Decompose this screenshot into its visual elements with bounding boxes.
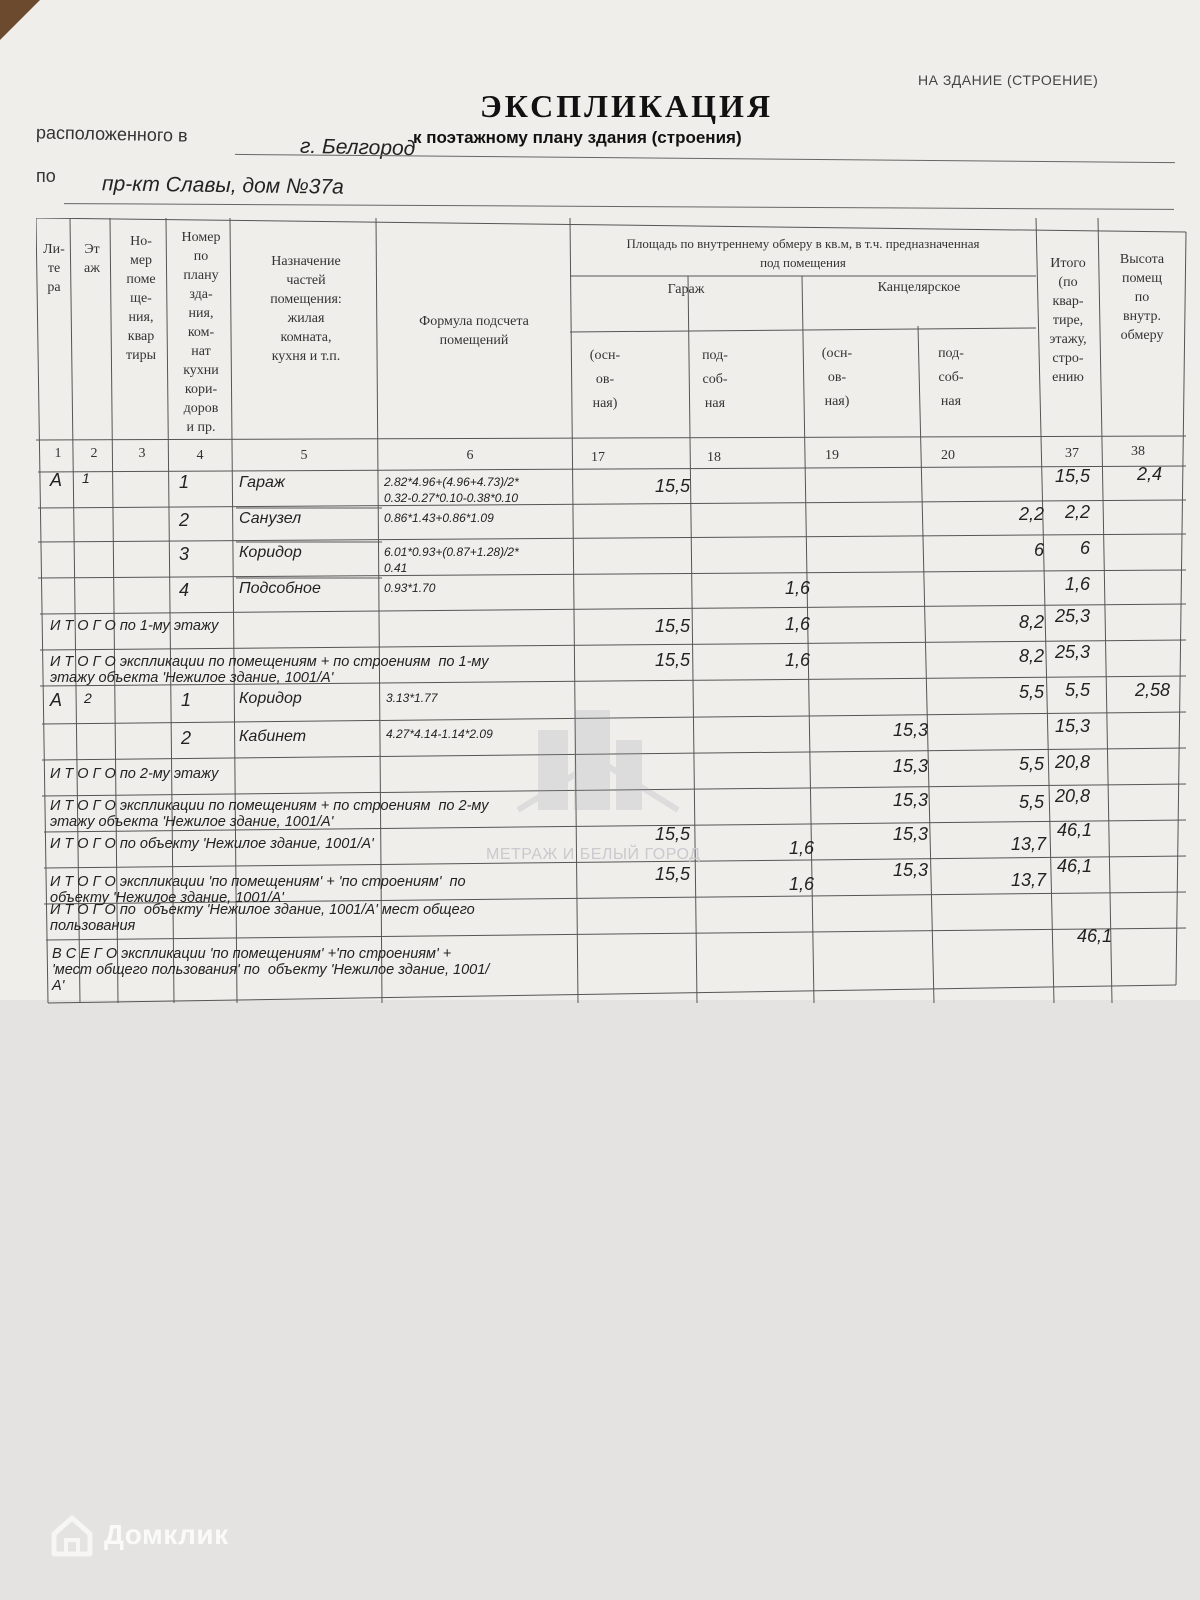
column-number: 3 — [138, 446, 146, 461]
cell-room-name: Коридор — [239, 544, 302, 561]
cell-garage-aux: 1,6 — [784, 650, 810, 670]
by-label: по — [36, 166, 56, 186]
cell-garage-aux: 1,6 — [788, 874, 814, 894]
cell-office-aux: 5,5 — [1018, 682, 1044, 702]
house-icon — [48, 1512, 96, 1560]
cell-room-number: 4 — [179, 580, 190, 600]
header-garage-main: (осн- ов- ная) — [589, 348, 621, 411]
cell-room-number: 3 — [179, 544, 190, 564]
cell-garage-main: 15,5 — [654, 616, 690, 636]
cell-formula: 3.13*1.77 — [386, 691, 438, 705]
cell-room-name: Санузел — [239, 510, 302, 527]
cell-office-aux: 5,5 — [1018, 792, 1044, 812]
cell-total: 15,3 — [1054, 716, 1090, 736]
brand-watermark: Домклик — [104, 1519, 229, 1550]
cell-office-main: 15,3 — [892, 756, 928, 776]
document-subtitle: к поэтажному плану здания (строения) — [413, 128, 742, 147]
cell-total: 20,8 — [1054, 752, 1090, 772]
column-number: 6 — [466, 448, 474, 463]
cell-formula: 0.93*1.70 — [384, 581, 436, 595]
column-number: 1 — [54, 446, 62, 461]
cell-garage-aux: 1,6 — [788, 838, 814, 858]
cell-office-aux: 2,2 — [1018, 504, 1044, 524]
header-area: Площадь по внутреннему обмеру в кв.м, в т.ч. предназначенная под помещения — [626, 236, 980, 270]
summary-label: И Т О Г О экспликации по помещениям + по строениям по 1-му этажу объекта 'Нежилое здание, 1001/А' — [50, 654, 489, 686]
cell-room-number: 2 — [181, 728, 192, 748]
cell-garage-main: 15,5 — [654, 476, 690, 496]
header-premises-number: Но- мер поме ще- ния, квар тиры — [125, 234, 157, 363]
form-header-note: НА ЗДАНИЕ (СТРОЕНИЕ) — [918, 72, 1099, 88]
paper-shadow — [0, 1000, 1200, 1600]
address-value: пр-кт Славы, дом №37а — [101, 172, 344, 199]
column-number: 19 — [825, 448, 839, 463]
cell-office-main: 15,3 — [892, 860, 928, 880]
summary-label: И Т О Г О по 1-му этажу — [50, 618, 219, 634]
cell-total: 2,2 — [1064, 502, 1090, 522]
cell-formula: 0.86*1.43+0.86*1.09 — [384, 511, 494, 525]
cell-office-main: 15,3 — [892, 790, 928, 810]
cell-floor: 2 — [84, 690, 92, 706]
cell-liter: А — [50, 470, 63, 490]
cell-office-aux: 13,7 — [1010, 834, 1046, 854]
column-number: 18 — [707, 450, 721, 465]
header-purpose: Назначение частей помещения: жилая комната, кухня и т.п. — [270, 254, 342, 364]
header-office-main: (осн- ов- ная) — [821, 346, 853, 409]
cell-total: 25,3 — [1054, 606, 1090, 626]
located-label: расположенного в — [35, 122, 188, 146]
cell-floor: 1 — [82, 470, 90, 486]
cell-total: 20,8 — [1054, 786, 1090, 806]
cell-room-name: Подсобное — [239, 580, 321, 597]
header-liter: Ли- те ра — [43, 242, 65, 295]
header-height: Высота помещ по внутр. обмеру — [1119, 252, 1165, 343]
grand-total-label: В С Е Г О экспликации 'по помещениям' +'по строениям' + 'мест общего пользования' по объекту 'Нежилое здание, 1001/ А' — [52, 946, 490, 994]
cell-office-main: 15,3 — [892, 824, 928, 844]
cell-total: 1,6 — [1064, 574, 1090, 594]
cell-formula: 4.27*4.14-1.14*2.09 — [386, 727, 493, 741]
cell-room-name: Кабинет — [239, 728, 307, 745]
column-number: 17 — [591, 450, 605, 465]
cell-formula: 2.82*4.96+(4.96+4.73)/2* 0.32-0.27*0.10-0.38*0.10 — [384, 475, 519, 505]
cell-garage-aux: 1,6 — [784, 614, 810, 634]
cell-garage-main: 15,5 — [654, 650, 690, 670]
summary-label: И Т О Г О по 2-му этажу — [50, 766, 219, 782]
cell-formula: 6.01*0.93+(0.87+1.28)/2* 0.41 — [384, 545, 519, 575]
watermark-text: МЕТРАЖ И БЕЛЫЙ ГОРОД — [486, 846, 701, 863]
cell-room-number: 1 — [181, 690, 192, 710]
summary-label: И Т О Г О экспликации 'по помещениям' + 'по строениям' по объекту 'Нежилое здание, 1001/А' — [50, 874, 466, 906]
summary-label: И Т О Г О по объекту 'Нежилое здание, 1001/А' — [50, 836, 374, 852]
cell-garage-main: 15,5 — [654, 864, 690, 884]
cell-office-main: 15,3 — [892, 720, 928, 740]
header-plan-number: Номер по плану зда- ния, ком- нат кухни кори- доров и пр. — [181, 230, 221, 435]
column-number: 20 — [941, 448, 955, 463]
city-value: г. Белгород — [299, 134, 416, 161]
background-corner — [0, 0, 40, 40]
cell-grand-total: 46,1 — [1076, 926, 1112, 946]
address-underline — [64, 203, 1174, 210]
cell-liter: А — [50, 690, 63, 710]
header-garage-aux: под- соб- ная — [702, 348, 728, 411]
header-office-aux: под- соб- ная — [938, 346, 964, 409]
cell-office-aux: 6 — [1033, 540, 1044, 560]
cell-office-aux: 8,2 — [1018, 646, 1044, 666]
cell-office-aux: 5,5 — [1018, 754, 1044, 774]
header-floor: Эт аж — [84, 242, 100, 276]
cell-room-name: Гараж — [239, 474, 285, 491]
summary-label: И Т О Г О по объекту 'Нежилое здание, 1001/А' мест общего пользования — [50, 902, 475, 934]
summary-label: И Т О Г О экспликации по помещениям + по строениям по 2-му этажу объекта 'Нежилое здание, 1001/А' — [50, 798, 489, 830]
column-number: 2 — [90, 446, 98, 461]
cell-room-number: 1 — [179, 472, 190, 492]
cell-total: 6 — [1079, 538, 1090, 558]
cell-garage-main: 15,5 — [654, 824, 690, 844]
cell-garage-aux: 1,6 — [784, 578, 810, 598]
column-number: 4 — [196, 448, 204, 463]
column-number: 38 — [1131, 444, 1145, 459]
cell-total: 46,1 — [1056, 820, 1092, 840]
column-number: 5 — [300, 448, 308, 463]
column-number: 37 — [1065, 446, 1079, 461]
cell-total: 25,3 — [1054, 642, 1090, 662]
explication-table — [36, 218, 1188, 1026]
cell-height: 2,4 — [1136, 464, 1162, 484]
cell-room-name: Коридор — [239, 690, 302, 707]
cell-total: 5,5 — [1064, 680, 1090, 700]
header-garage: Гараж — [667, 282, 705, 297]
cell-office-aux: 8,2 — [1018, 612, 1044, 632]
header-office: Канцелярское — [877, 280, 961, 295]
document-title: ЭКСПЛИКАЦИЯ — [480, 88, 774, 124]
header-total: Итого (по квар- тире, этажу, стро- ению — [1049, 256, 1087, 385]
cell-office-aux: 13,7 — [1010, 870, 1046, 890]
cell-room-number: 2 — [179, 510, 190, 530]
header-formula: Формула подсчета помещений — [419, 314, 529, 348]
watermark-logo — [478, 700, 718, 850]
cell-total: 46,1 — [1056, 856, 1092, 876]
cell-total: 15,5 — [1054, 466, 1090, 486]
cell-height: 2,58 — [1134, 680, 1170, 700]
